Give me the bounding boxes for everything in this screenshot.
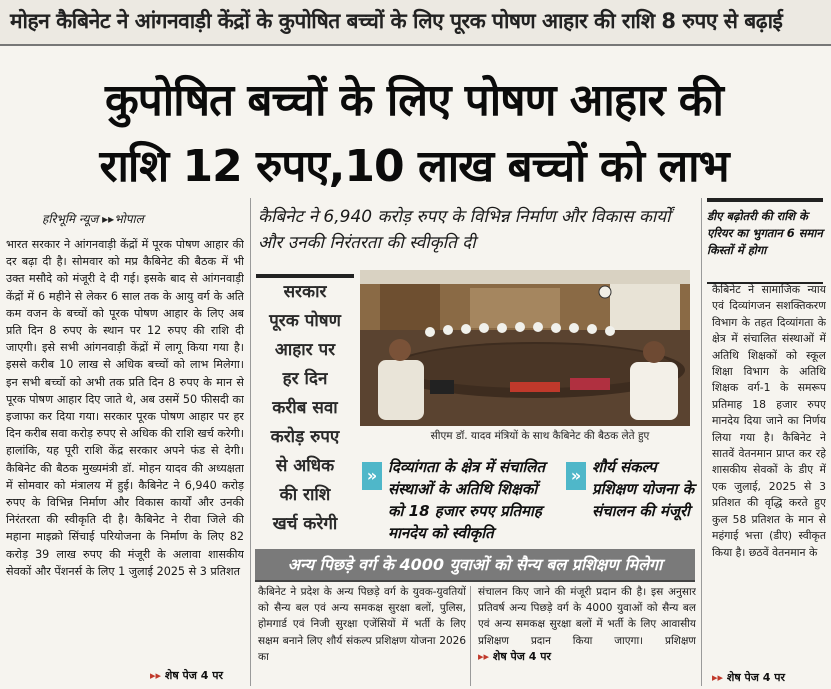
band-headline — [255, 549, 695, 581]
continued-link[interactable] — [478, 650, 551, 663]
bottom-story-col2-text: संचालन किए जाने की मंजूरी प्रदान की है। इस अनुसार प्रतिवर्ष अन्य पिछड़े वर्ग के 4000 युवाओं को सैन्य बल एवं अन्य समकक्ष सुरक्षा बलों में भर्ती के लिए आवासीय प्रशिक्षण प्रदान किया जाएगा। प्रशिक्षण — [478, 586, 696, 647]
headline-line-1: कुपोषित बच्चों के लिए पोषण आहार की — [105, 75, 723, 126]
cabinet-meeting-photo — [360, 270, 690, 426]
meeting-illustration — [360, 270, 690, 426]
pull-quote — [256, 274, 354, 590]
continued-link[interactable] — [150, 668, 223, 683]
sidebar-highlight-text: डीए बढ़ोतरी की राशि के एरियर का भुगतान 6 समान किस्तों में होगा — [707, 209, 823, 257]
headline-line-2: राशि 12 रुपए,10 लाख बच्चों को लाभ — [99, 141, 729, 192]
band-headline-text: अन्य पिछड़े वर्ग के 4000 युवाओं को सैन्य बल प्रशिक्षण मिलेगा — [287, 555, 663, 574]
pull-quote-line: की राशि — [279, 485, 331, 505]
kicker-strip — [0, 0, 831, 46]
kicker-text: मोहन कैबिनेट ने आंगनवाड़ी केंद्रों के कुपोषित बच्चों के लिए पूरक पोषण आहार की राशि 8 रुपए से बढ़ाई — [10, 9, 783, 33]
chevron-icon: » — [362, 462, 382, 490]
pull-quote-line: पूरक पोषण — [269, 311, 341, 331]
pull-quote-line: हर दिन — [282, 369, 328, 389]
sidebar-story-text: कैबिनेट ने सामाजिक न्याय एवं दिव्यांगजन सशक्तिकरण विभाग के तहत दिव्यांगता के क्षेत्र में संचालित संस्थाओं में अतिथि शिक्षकों को स्कूल शिक्षा विभाग के अतिथि शिक्षक वर्ग-1 के समरूप प्रतिमाह 18 हजार रुपए मानदेय दिया जाने का निर्णय लिया गया है। कैबिनेट ने सातवें वेतनमान प्राप्त कर रहे शासकीय सेवकों के डीए में एक जुलाई, 2025 से 3 प्रतिशत की वृद्धि करते हुए कुल 58 प्रतिशत के मान से महंगाई भत्ता (डीए) स्वीकृत किया है। छठवें वेतनमान के — [712, 283, 826, 559]
continued-label: शेष पेज 4 पर — [726, 671, 786, 684]
main-story-text: भारत सरकार ने आंगनवाड़ी केंद्रों में पूरक पोषण आहार की दर बढ़ा दी है। सोमवार को मप्र कैबिनेट की बैठक में भी उक्त मसौदे को मंजूरी दे दी गई। इसके बाद से आंगनवाड़ी केंद्रों में 6 महीने से लेकर 6 साल तक के आयु वर्ग के अति कम वजन के बच्चों को पूरक पोषण आहार के लिए अब प्रति दिन 8 रुपए के स्थान पर 12 रुपए की राशि दी जाएगी। इसे सभी आंगनवाड़ी केंद्रों में लागू किया गया है। इससे करीब 10 लाख से अधिक बच्चों को लाभ मिलेगा। इन सभी बच्चों को अभी तक प्रति दिन 8 रुपए के मान से पूरक पोषण आहार दिए जाते थे, अब उसमें 50 फीसदी का इजाफा कर दिया गया। सरकार पूरक पोषण आहार पर हर दिन करीब सवा करोड़ रुपए से अधिक की राशि खर्च करेगी। हालांकि, यह पूरी राशि केंद्र सरकार अपने फंड से देगी। कैबिनेट की बैठक मुख्यमंत्री डॉ. मोहन यादव की अध्यक्षता में सोमवार को मंत्रालय में हुई। कैबिनेट ने 6,940 करोड़ रुपए के विभिन्न निर्माण और विकास कार्यों और उनकी निरंतरता की स्वीकृति दी है। कैबिनेट ने रीवा जिले की महाना माइक्रो सिंचाई परियोजना के निर्माण के लिए 82 करोड़ 39 लाख रुपए की मंजूरी के अलावा शासकीय सेवकों और पेंशनर्स के लिए 1 जुलाई 2025 से 3 प्रतिशत — [6, 238, 244, 578]
continued-marker: ▸▸ — [150, 669, 162, 682]
continued-label: शेष पेज 4 पर — [164, 669, 224, 682]
sidebar-highlight — [707, 198, 823, 284]
bottom-story-col2 — [478, 584, 696, 686]
continued-marker: ▸▸ — [478, 649, 490, 663]
subhead-guest-teachers: दिव्यांगता के क्षेत्र में संचालित संस्थाओं के अतिथि शिक्षकों को 18 हजार रुपए प्रतिमाह मानदेय को स्वीकृति — [388, 458, 546, 542]
column-rule — [250, 198, 251, 686]
pull-quote-line: करोड़ रुपए — [270, 427, 340, 447]
continued-label: शेष पेज 4 पर — [492, 649, 552, 663]
pull-quote-line: खर्च करेगी — [272, 514, 338, 534]
continued-marker: ▸▸ — [712, 671, 724, 684]
continued-link[interactable] — [712, 670, 785, 685]
pull-quote-line: आहार पर — [274, 340, 336, 360]
pull-quote-line: सरकार — [283, 282, 327, 302]
pull-quote-line: करीब सवा — [272, 398, 338, 418]
chevron-icon: » — [566, 462, 586, 490]
band-underline — [255, 580, 695, 582]
bottom-story-col1: कैबिनेट ने प्रदेश के अन्य पिछड़े वर्ग के युवक-युवतियों को सैन्य बल एवं अन्य समकक्ष सुरक्षा बलों, पुलिस, होमगार्ड एवं निजी सुरक्षा एजेंसियों में भर्ती के लिए सक्षम बनाने लिए शौर्य संकल्प प्रशिक्षण योजना 2026 का — [258, 586, 466, 663]
pull-quote-line: से अधिक — [275, 456, 335, 476]
photo-caption: सीएम डॉ. यादव मंत्रियों के साथ कैबिनेट की बैठक लेते हुए — [430, 430, 650, 442]
column-rule — [470, 586, 471, 686]
byline: हरिभूमि न्यूज ▸▸भोपाल — [42, 212, 144, 226]
subhead-shaurya-sankalp: शौर्य संकल्प प्रशिक्षण योजना के संचालन की मंजूरी — [592, 458, 695, 520]
deck-subhead: कैबिनेट ने 6,940 करोड़ रुपए के विभिन्न निर्माण और विकास कार्यों और उनकी निरंतरता की स्वीकृति दी — [258, 207, 671, 253]
column-rule — [701, 198, 702, 686]
